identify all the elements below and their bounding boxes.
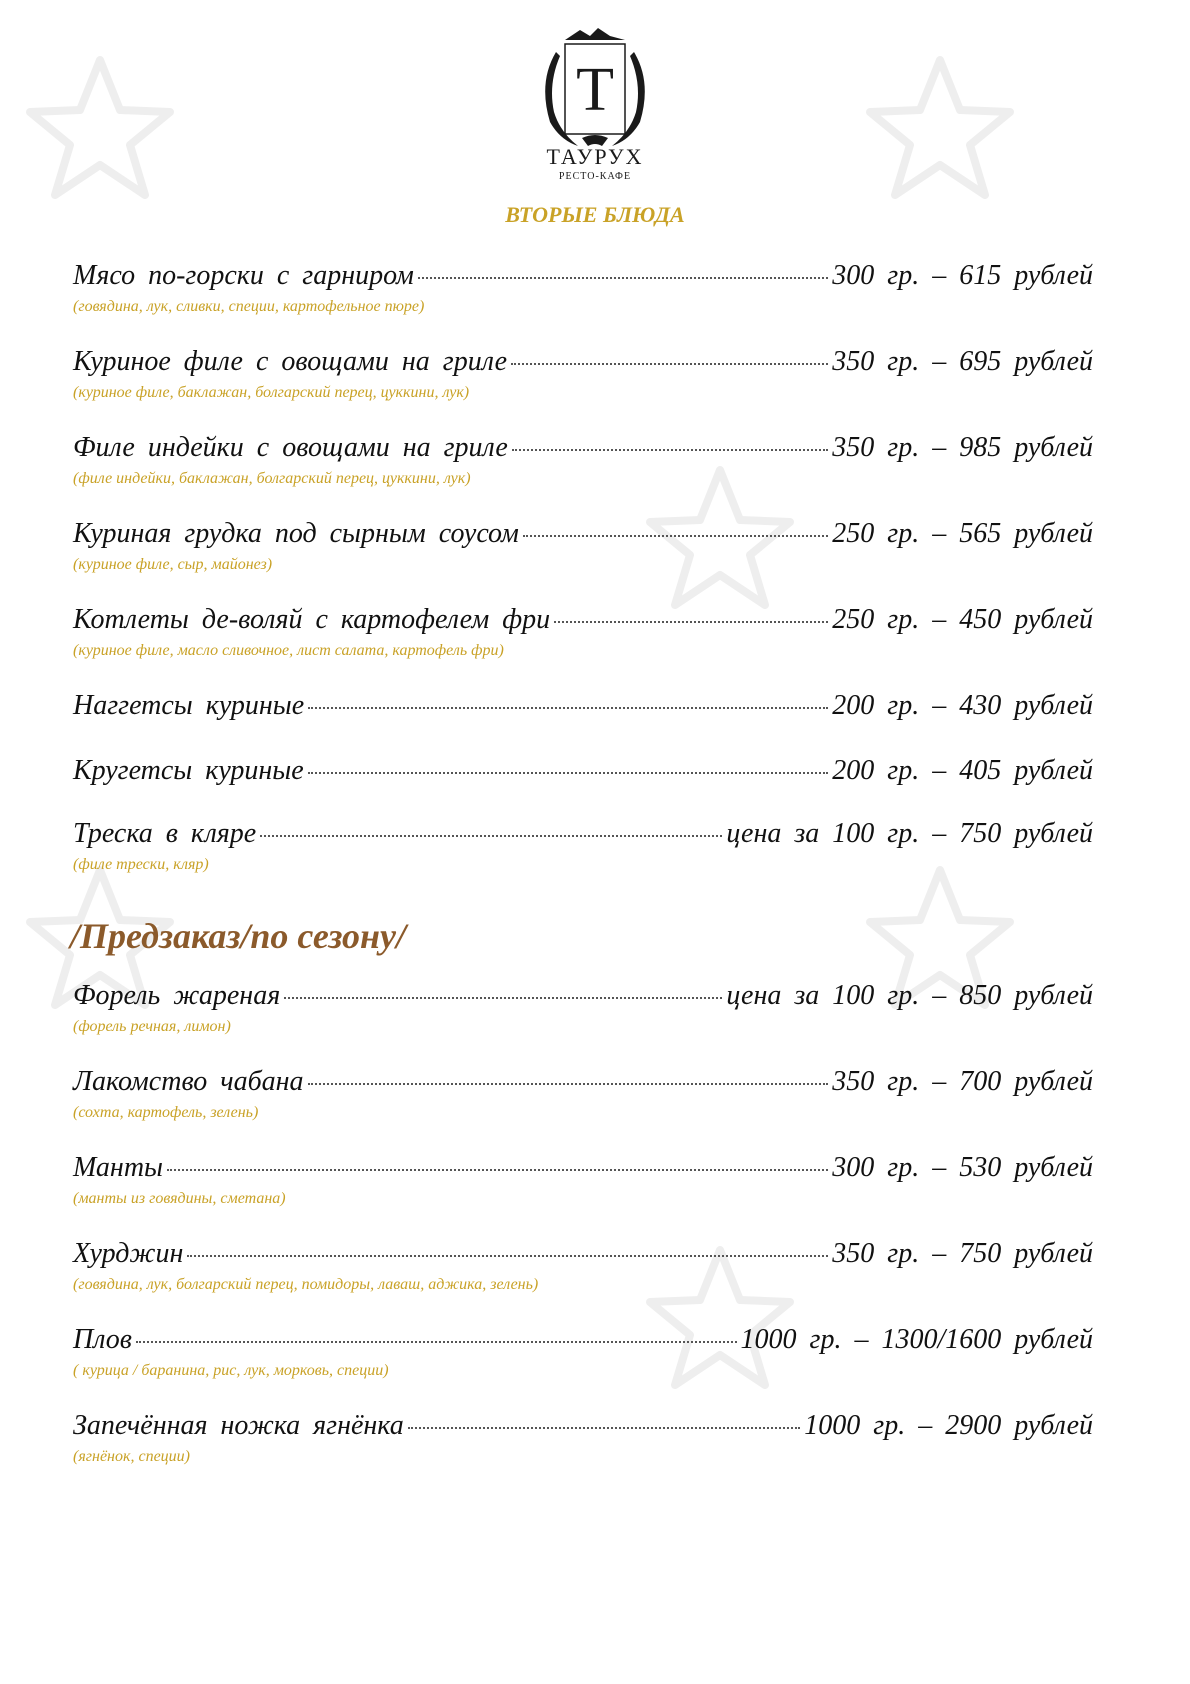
item-name: Куриное филе с овощами на гриле [73,346,508,377]
item-price: 1000 гр. – 2900 рублей [804,1410,1093,1441]
item-description: (форель речная, лимон) [73,1018,231,1035]
item-description: (филе трески, кляр) [73,856,209,873]
menu-item [73,1152,1093,1208]
item-description: (ягнёнок, специи) [73,1448,190,1465]
item-name: Форель жареная [73,980,281,1011]
leader-dots [284,997,722,999]
item-price: 350 гр. – 985 рублей [832,432,1093,463]
section-title: ВТОРЫЕ БЛЮДА [505,202,685,227]
item-price: цена за 100 гр. – 750 рублей [726,818,1093,849]
item-description: (манты из говядины, сметана) [73,1190,286,1207]
item-name: Кругетсы куриные [73,755,304,786]
menu-item [73,818,1093,874]
item-name: Котлеты де-воляй с картофелем фри [73,604,551,635]
restaurant-logo [520,22,670,182]
menu-item [73,755,1093,791]
menu-item [73,1066,1093,1122]
item-price: 300 гр. – 530 рублей [832,1152,1093,1183]
item-name: Запечённая ножка ягнёнка [73,1410,404,1441]
item-name: Мясо по-горски с гарниром [73,260,414,291]
item-description: (куриное филе, баклажан, болгарский перец, цуккини, лук) [73,384,470,401]
menu-item [73,346,1093,402]
item-description: ( курица / баранина, рис, лук, морковь, специи) [73,1362,389,1379]
item-name: Хурджин [73,1238,184,1269]
item-name: Куриная грудка под сырным соусом [73,518,519,549]
logo-name: ТАУРУХ [546,144,644,169]
leader-dots [511,363,828,365]
item-name: Филе индейки с овощами на гриле [73,432,508,463]
item-description: (куриное филе, сыр, майонез) [73,556,273,573]
leader-dots [167,1169,828,1171]
item-price: 350 гр. – 750 рублей [832,1238,1093,1269]
leader-dots [418,277,828,279]
item-description: (говядина, лук, болгарский перец, помидоры, лаваш, аджика, зелень) [73,1276,539,1293]
menu-item [73,518,1093,574]
menu-item [73,980,1093,1036]
leader-dots [187,1255,828,1257]
leader-dots [136,1341,737,1343]
menu-item [73,260,1093,316]
item-price: 200 гр. – 430 рублей [832,690,1093,721]
logo-subtitle: РЕСТО-КАФЕ [558,171,632,182]
menu-item [73,432,1093,488]
item-name: Наггетсы куриные [73,690,305,721]
item-description: (куриное филе, масло сливочное, лист салата, картофель фри) [73,642,504,659]
leader-dots [523,535,828,537]
leader-dots [260,835,722,837]
menu-item [73,1410,1093,1466]
item-name: Манты [73,1152,164,1183]
item-name: Плов [73,1324,132,1355]
item-description: (сохта, картофель, зелень) [73,1104,259,1121]
item-price: 200 гр. – 405 рублей [832,755,1093,786]
leader-dots [308,707,828,709]
item-name: Лакомство чабана [73,1066,304,1097]
item-price: 300 гр. – 615 рублей [832,260,1093,291]
item-description: (филе индейки, баклажан, болгарский перец, цуккини, лук) [73,470,471,487]
logo-letter: T [576,56,614,124]
item-name: Треска в кляре [73,818,257,849]
preorder-heading: /Предзаказ/по сезону/ [70,916,406,956]
menu-item [73,1324,1093,1380]
leader-dots [554,621,828,623]
item-price: 350 гр. – 700 рублей [832,1066,1093,1097]
item-price: цена за 100 гр. – 850 рублей [726,980,1093,1011]
leader-dots [408,1427,801,1429]
item-price: 350 гр. – 695 рублей [832,346,1093,377]
item-price: 250 гр. – 565 рублей [832,518,1093,549]
menu-item [73,1238,1093,1294]
leader-dots [308,772,829,774]
item-price: 250 гр. – 450 рублей [832,604,1093,635]
item-description: (говядина, лук, сливки, специи, картофельное пюре) [73,298,425,315]
leader-dots [308,1083,829,1085]
item-price: 1000 гр. – 1300/1600 рублей [740,1324,1093,1355]
menu-item [73,604,1093,660]
leader-dots [512,449,828,451]
menu-item [73,690,1093,726]
